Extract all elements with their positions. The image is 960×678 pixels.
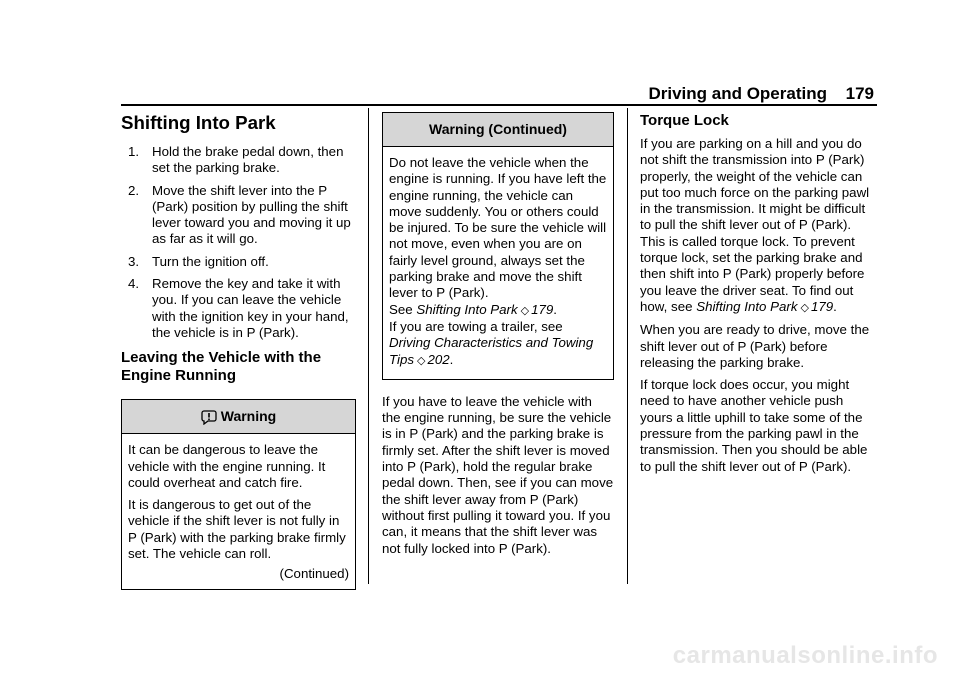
column-1 [121, 112, 356, 590]
page-ref-icon: ◇ [417, 354, 426, 367]
warning-text: It is dangerous to get out of the vehicle if the shift lever is not fully in P (Park) with the parking brake firmly set. The vehicle can roll. [128, 497, 346, 562]
list-item: 2. Move the shift lever into the P (Park) position by pulling the shift lever toward you and moving it up as far as it will go. [128, 182, 351, 247]
body-paragraph: When you are ready to drive, move the shift lever out of P (Park) before releasing the parking brake. [640, 322, 870, 370]
see-reference: See Shifting Into Park ◇ 179. [389, 301, 557, 317]
warning-continued-box [382, 112, 614, 380]
body-paragraph: If torque lock does occur, you might need to have another vehicle push yours a little uphill to take some of the pressure from the parking pawl in the transmission. Then you should be able to pull the shift lever out of P (Park). [640, 377, 868, 474]
warning-title: Warning [122, 400, 355, 434]
warning-icon [201, 409, 217, 425]
warning-continued-title: Warning (Continued) [383, 113, 613, 147]
heading-torque-lock: Torque Lock [640, 112, 729, 129]
see-reference: If you are towing a trailer, see Driving Characteristics and Towing Tips ◇ 202. [389, 318, 594, 367]
header-rule [121, 104, 877, 106]
body-paragraph: If you are parking on a hill and you do not shift the transmission into P (Park) properly, the weight of the vehicle can put too much force on the parking pawl in the transmission. It might be difficult to pull the shift lever out of P (Park). This is called torque lock. To prevent torque lock, set the parking brake and then shift into P (Park) properly before you leave the driver seat. To find out how, see Shifting Into Park ◇ 179. [640, 136, 870, 314]
page-number: 179 [845, 84, 874, 103]
heading-leaving-vehicle: Leaving the Vehicle with the Engine Running [121, 349, 322, 385]
list-item: 4. Remove the key and take it with you. If you can leave the vehicle with the ignition key in your hand, the vehicle is in P (Park). [128, 276, 349, 340]
list-item: 3. Turn the ignition off. [128, 253, 269, 269]
column-3 [640, 112, 872, 481]
heading-shifting-into-park: Shifting Into Park [121, 112, 276, 133]
page-ref-icon: ◇ [800, 301, 809, 314]
warning-text: It can be dangerous to leave the vehicle with the engine running. It could overheat and catch fire. [128, 442, 326, 490]
column-divider-1 [368, 108, 369, 584]
steps-list [121, 144, 356, 341]
see-link[interactable]: Shifting Into Park [696, 298, 798, 314]
see-link[interactable]: Shifting Into Park [416, 301, 518, 317]
watermark: carmanualsonline.info [672, 642, 938, 669]
section-title: Driving and Operating [648, 84, 827, 103]
column-2 [382, 112, 614, 563]
warning-text: Do not leave the vehicle when the engine is running. If you have left the engine running, the vehicle can move suddenly. You or others could be injured. To be sure the vehicle will not move, even when you are on fairly level ground, always set the parking brake and move the shift lever to P (Park). [389, 155, 607, 301]
body-paragraph: If you have to leave the vehicle with the engine running, be sure the vehicle is in P (Park) and the parking brake is firmly set. After the shift lever is moved into P (Park), hold the regular brake pedal down. Then, see if you can move the shift lever away from P (Park) without first pulling it toward you. If you can, it means that the shift lever was not fully locked into P (Park). [382, 393, 614, 556]
column-divider-2 [627, 108, 628, 584]
page-ref-icon: ◇ [520, 304, 530, 317]
see-link[interactable]: Driving Characteristics and Towing Tips [389, 335, 594, 367]
list-item: 1. Hold the brake pedal down, then set the parking brake. [128, 144, 344, 176]
continued-label: (Continued) [279, 566, 349, 582]
warning-box [121, 399, 356, 589]
